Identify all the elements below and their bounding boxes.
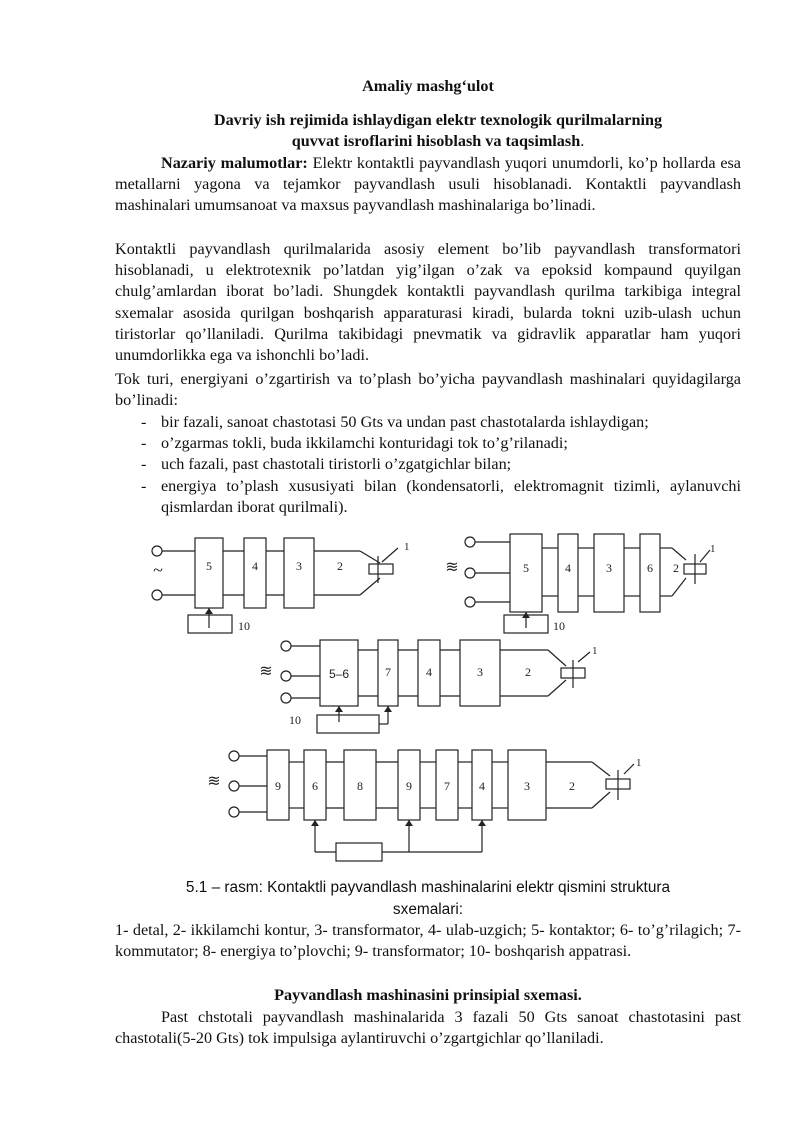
list-item: - o’zgarmas tokli, buda ikkilamchi konturidagi tok to’g’rilanadi;	[141, 434, 568, 453]
schematic-3	[259, 640, 597, 733]
list-item-text: uch fazali, past chastotali tiristorli o’zgatgichlar bilan;	[161, 455, 512, 474]
block-label: 4	[426, 665, 432, 679]
paragraph-theory	[115, 153, 741, 217]
theory-label: Nazariy malumotlar:	[161, 154, 308, 172]
block-label: 9	[406, 779, 412, 793]
block-label: 7	[385, 665, 391, 679]
list-item-text: energiya to’plash xususiyati bilan (kondensatorli, elektromagnit tizimli, aylanuvchi qismlardan iborat qurilmali).	[161, 476, 741, 516]
section-title: Payvandlash mashinasini prinsipial sxemasi.	[274, 986, 582, 1004]
three-phase-symbol: ≋	[207, 773, 221, 790]
type-list	[115, 412, 741, 518]
list-item: - energiya to’plash xususiyati bilan (kondensatorli, elektromagnit tizimli, aylanuvchi qismlardan iborat qurilmali).	[141, 476, 741, 516]
block-label: 8	[357, 779, 363, 793]
block-label: 3	[524, 779, 530, 793]
block-label: 5	[523, 561, 529, 575]
schematic-2	[445, 534, 715, 633]
control-label: 10	[238, 619, 250, 633]
arrow-icon	[405, 820, 413, 826]
control-label: 10	[553, 619, 565, 633]
paragraph-2: Kontaktli payvandlash qurilmalarida asosiy element bo’lib payvandlash transformatori hisoblanadi, u elektrotexnik po’latdan yig’ilgan o’zak va epoksid kompaund quyilgan chulg’amlardan iborat bo’ladi. Shungdek kontaktli payvandlash qurilma tarkibiga integral sxemalar asosida qurilgan boshqarish apparaturasi kiradi, bularda tokni uzib-ulash uchun tiristorlar qo’llaniladi. Qurilma takibidagi pnevmatik va gidravlik apparatlar ham yuqori unumdorlikka ega va ishonchli bo’ladi.	[115, 240, 741, 365]
arrow-icon	[311, 820, 319, 826]
schematic-1	[152, 538, 410, 633]
secondary-loop-label: 2	[673, 561, 679, 575]
control-block	[336, 843, 382, 861]
block-label: 4	[252, 559, 258, 573]
arrow-icon	[205, 608, 213, 614]
list-item: - uch fazali, past chastotali tiristorli o’zgatgichlar bilan;	[141, 455, 512, 474]
figure-caption-line1: 5.1 – rasm: Kontaktli payvandlash mashinalarini elektr qismini struktura	[185, 879, 671, 896]
arrow-icon	[335, 706, 343, 712]
secondary-loop-label: 2	[569, 779, 575, 793]
block-label: 3	[606, 561, 612, 575]
paragraph-4: Past chstotali payvandlash mashinalarida 3 fazali 50 Gts sanoat chastotasini past chastotali(5-20 Gts) tok impulsiga aylantiruvchi o’zgartgichlar qo’llaniladi.	[115, 1008, 741, 1048]
block-label: 3	[477, 665, 483, 679]
subtitle-dot: .	[580, 132, 585, 150]
detail-label: 1	[404, 541, 410, 553]
paragraph-3: Tok turi, energiyani o’zgartirish va to’plash bo’yicha payvandlash mashinalari quyidagilarga bo’linadi:	[115, 370, 741, 410]
block-label: 7	[444, 779, 450, 793]
secondary-loop-label: 2	[525, 665, 531, 679]
secondary-loop-label: 2	[337, 559, 343, 573]
schematic-4	[207, 750, 641, 861]
terminal-circle	[152, 546, 162, 556]
paragraph-1: Elektr kontaktli payvandlash yuqori unumdorli, ko’p hollarda esa metallarni yagona va tejamkor payvandlash usuli hisoblanadi. Kontaktli payvandlash mashinalari umumsanoat va maxsus payvandlash mashinalariga bo’linadi.	[115, 154, 741, 215]
terminal-circle	[152, 590, 162, 600]
block-label: 3	[296, 559, 302, 573]
page-title: Amaliy mashg‘ulot	[362, 77, 494, 95]
welding-schematics-figure	[0, 528, 800, 873]
block-label: 6	[312, 779, 318, 793]
subtitle-line1: Davriy ish rejimida ishlaydigan elektr texnologik qurilmalarning	[213, 111, 663, 129]
subtitle-line2	[125, 131, 751, 152]
list-item-text: bir fazali, sanoat chastotasi 50 Gts va undan past chastotalarda ishlaydigan;	[161, 413, 649, 431]
arrow-icon	[478, 820, 486, 826]
detail-label: 1	[636, 757, 642, 769]
three-phase-symbol: ≋	[445, 559, 459, 576]
control-label: 10	[289, 713, 301, 727]
block-label: 9	[275, 779, 281, 793]
figure-legend: 1- detal, 2- ikkilamchi kontur, 3- transformator, 4- ulab-uzgich; 5- kontaktor; 6- to’g’rilagich; 7- kommutator; 8- energiya to’plovchi; 9- transformator; 10- boshqarish appatrasi.	[115, 921, 741, 961]
ac-symbol: ~	[153, 560, 163, 580]
three-phase-symbol: ≋	[259, 663, 273, 680]
figure-caption-line2: sxemalari:	[392, 901, 464, 918]
block-label: 5–6	[328, 667, 350, 681]
detail-label: 1	[710, 543, 716, 555]
block-label: 4	[479, 779, 485, 793]
detail-label: 1	[592, 645, 598, 657]
block-label: 5	[206, 559, 212, 573]
list-item-text: o’zgarmas tokli, buda ikkilamchi konturidagi tok to’g’rilanadi;	[161, 434, 568, 453]
block-label: 6	[647, 561, 653, 575]
arrow-icon	[384, 706, 392, 712]
list-item: - bir fazali, sanoat chastotasi 50 Gts va undan past chastotalarda ishlaydigan;	[141, 413, 649, 431]
subtitle-line2-text: quvvat isroflarini hisoblash va taqsimlash	[291, 132, 581, 150]
block-label: 4	[565, 561, 571, 575]
